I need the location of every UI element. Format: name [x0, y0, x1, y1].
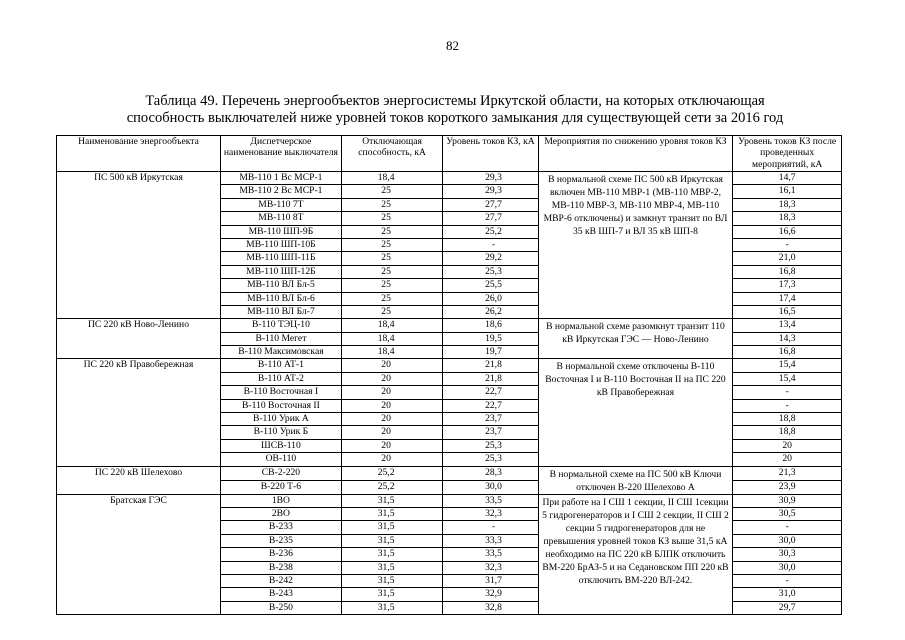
breaker-name: ОВ-110 — [220, 453, 341, 466]
breaker-name: МВ-110 7Т — [220, 198, 341, 211]
breaking-capacity: 25,2 — [341, 466, 442, 480]
kz-after: 16,5 — [733, 305, 842, 318]
breaking-capacity: 18,4 — [341, 172, 442, 185]
breaker-name: В-250 — [220, 601, 341, 614]
table-row — [57, 494, 842, 507]
kz-level: 28,3 — [443, 466, 538, 480]
breaking-capacity: 18,4 — [341, 346, 442, 359]
kz-level: 25,2 — [443, 225, 538, 238]
measure-text: В нормальной схеме ПС 500 кВ Иркутская включен МВ-110 МВР-1 (МВ-110 МВР-2, МВ-110 МВР-3, МВ-110 МВР-4, МВ-110 МВР-6 отключены) и замкнут транзит по ВЛ 35 кВ ШП-7 и ВЛ 35 кВ ШП-8 — [538, 172, 733, 319]
kz-after: 21,0 — [733, 252, 842, 265]
breaker-name: В-110 Мегет — [220, 332, 341, 345]
header-measures: Мероприятия по снижению уровня токов КЗ — [538, 136, 733, 172]
kz-level: 33,5 — [443, 548, 538, 561]
breaker-name: В-110 Восточная II — [220, 399, 341, 412]
kz-after: 18,3 — [733, 212, 842, 225]
kz-after: 20 — [733, 453, 842, 466]
kz-level: 21,8 — [443, 359, 538, 372]
energy-objects-table — [56, 135, 842, 615]
breaker-name: В-236 — [220, 548, 341, 561]
breaking-capacity: 25 — [341, 252, 442, 265]
kz-after: 18,8 — [733, 426, 842, 439]
breaker-name: В-243 — [220, 588, 341, 601]
kz-after: 16,8 — [733, 265, 842, 278]
kz-level: 21,8 — [443, 372, 538, 385]
table-body — [57, 172, 842, 615]
kz-after: 16,6 — [733, 225, 842, 238]
kz-level: 25,3 — [443, 265, 538, 278]
breaking-capacity: 20 — [341, 426, 442, 439]
kz-level: 22,7 — [443, 399, 538, 412]
header-row — [57, 136, 842, 172]
breaker-name: В-110 Восточная I — [220, 386, 341, 399]
kz-level: 19,7 — [443, 346, 538, 359]
breaking-capacity: 20 — [341, 453, 442, 466]
breaker-name: МВ-110 ШП-12Б — [220, 265, 341, 278]
breaker-name: В-110 Урик А — [220, 413, 341, 426]
kz-after: 31,0 — [733, 588, 842, 601]
breaking-capacity: 25 — [341, 238, 442, 251]
kz-after: - — [733, 574, 842, 587]
breaker-name: В-233 — [220, 521, 341, 534]
kz-level: 31,7 — [443, 574, 538, 587]
kz-after: 13,4 — [733, 319, 842, 332]
kz-after: 30,0 — [733, 561, 842, 574]
energy-object-name: ПС 220 кВ Ново-Ленино — [57, 319, 221, 359]
breaking-capacity: 18,4 — [341, 332, 442, 345]
breaker-name: МВ-110 ШП-10Б — [220, 238, 341, 251]
breaking-capacity: 31,5 — [341, 534, 442, 547]
breaker-name: 1ВО — [220, 494, 341, 507]
energy-object-name: ПС 500 кВ Иркутская — [57, 172, 221, 319]
breaking-capacity: 25 — [341, 198, 442, 211]
breaking-capacity: 25,2 — [341, 480, 442, 494]
energy-object-name: Братская ГЭС — [57, 494, 221, 615]
breaking-capacity: 31,5 — [341, 574, 442, 587]
breaking-capacity: 31,5 — [341, 561, 442, 574]
kz-level: - — [443, 521, 538, 534]
kz-after: 20 — [733, 439, 842, 452]
kz-after: 18,8 — [733, 413, 842, 426]
header-capacity: Отключающая способность, кА — [341, 136, 442, 172]
title-line-2: способность выключателей ниже уровней токов короткого замыкания для существующей сети за 2016 год — [126, 110, 784, 126]
breaker-name: МВ-110 ВЛ Бл-7 — [220, 305, 341, 318]
breaking-capacity: 25 — [341, 265, 442, 278]
kz-after: 30,0 — [733, 534, 842, 547]
breaker-name: МВ-110 ВЛ Бл-6 — [220, 292, 341, 305]
kz-level: 25,3 — [443, 439, 538, 452]
kz-after: 30,9 — [733, 494, 842, 507]
kz-after: 17,3 — [733, 279, 842, 292]
breaking-capacity: 25 — [341, 185, 442, 198]
header-kz-after: Уровень токов КЗ после проведенных мероприятий, кА — [733, 136, 842, 172]
breaker-name: В-238 — [220, 561, 341, 574]
header-kz-level: Уровень токов КЗ, кА — [443, 136, 538, 172]
kz-after: 30,5 — [733, 507, 842, 520]
breaker-name: В-235 — [220, 534, 341, 547]
breaking-capacity: 31,5 — [341, 494, 442, 507]
kz-level: 23,7 — [443, 413, 538, 426]
kz-level: 27,7 — [443, 198, 538, 211]
kz-level: 26,2 — [443, 305, 538, 318]
kz-after: 21,3 — [733, 466, 842, 480]
breaker-name: МВ-110 ШП-9Б — [220, 225, 341, 238]
kz-after: - — [733, 386, 842, 399]
kz-level: 33,5 — [443, 494, 538, 507]
header-object: Наименование энергообъекта — [57, 136, 221, 172]
kz-after: 16,1 — [733, 185, 842, 198]
kz-level: - — [443, 238, 538, 251]
breaking-capacity: 31,5 — [341, 601, 442, 614]
breaking-capacity: 25 — [341, 279, 442, 292]
breaking-capacity: 31,5 — [341, 507, 442, 520]
kz-level: 29,2 — [443, 252, 538, 265]
kz-after: 18,3 — [733, 198, 842, 211]
kz-level: 32,8 — [443, 601, 538, 614]
breaker-name: В-110 Урик Б — [220, 426, 341, 439]
kz-level: 22,7 — [443, 386, 538, 399]
header-dispatcher: Диспетчерское наименование выключателя — [220, 136, 341, 172]
measure-text: При работе на I СШ 1 секции, II СШ 1секции 5 гидрогенераторов и I СШ 2 секции, II СШ 2 секции 5 гидрогенераторов для не превышения уровней токов КЗ выше 31,5 кА необходимо на ПС 220 кВ БЛПК отключить ВМ-220 БрАЗ-5 и на Седановском ПП 220 кВ отключить ВМ-220 ВЛ-242. — [538, 494, 733, 615]
breaker-name: В-220 Т-6 — [220, 480, 341, 494]
breaker-name: В-110 ТЭЦ-10 — [220, 319, 341, 332]
breaking-capacity: 20 — [341, 399, 442, 412]
energy-object-name: ПС 220 кВ Шелехово — [57, 466, 221, 494]
breaker-name: 2ВО — [220, 507, 341, 520]
kz-after: 14,3 — [733, 332, 842, 345]
kz-level: 32,3 — [443, 507, 538, 520]
breaking-capacity: 20 — [341, 372, 442, 385]
kz-level: 18,6 — [443, 319, 538, 332]
breaker-name: МВ-110 ШП-11Б — [220, 252, 341, 265]
table-row — [57, 466, 842, 480]
energy-object-name: ПС 220 кВ Правобережная — [57, 359, 221, 466]
breaking-capacity: 31,5 — [341, 548, 442, 561]
kz-after: 15,4 — [733, 372, 842, 385]
kz-after: - — [733, 399, 842, 412]
kz-level: 29,3 — [443, 172, 538, 185]
breaker-name: В-242 — [220, 574, 341, 587]
breaker-name: В-110 АТ-1 — [220, 359, 341, 372]
breaker-name: МВ-110 ВЛ Бл-5 — [220, 279, 341, 292]
kz-level: 25,3 — [443, 453, 538, 466]
breaking-capacity: 25 — [341, 305, 442, 318]
breaking-capacity: 20 — [341, 359, 442, 372]
kz-level: 26,0 — [443, 292, 538, 305]
measure-text: В нормальной схеме на ПС 500 кВ Ключи отключен В-220 Шелехово А — [538, 466, 733, 494]
breaking-capacity: 31,5 — [341, 588, 442, 601]
kz-level: 32,9 — [443, 588, 538, 601]
breaking-capacity: 31,5 — [341, 521, 442, 534]
kz-level: 29,3 — [443, 185, 538, 198]
kz-after: 15,4 — [733, 359, 842, 372]
breaking-capacity: 20 — [341, 386, 442, 399]
breaking-capacity: 20 — [341, 413, 442, 426]
kz-level: 23,7 — [443, 426, 538, 439]
breaker-name: СВ-2-220 — [220, 466, 341, 480]
breaking-capacity: 20 — [341, 439, 442, 452]
kz-level: 27,7 — [443, 212, 538, 225]
breaking-capacity: 25 — [341, 292, 442, 305]
breaker-name: МВ-110 2 Вс МСР-1 — [220, 185, 341, 198]
breaker-name: МВ-110 8Т — [220, 212, 341, 225]
title-line-1: Таблица 49. Перечень энергообъектов энергосистемы Иркутской области, на которых отключающая — [145, 93, 765, 109]
kz-level: 30,0 — [443, 480, 538, 494]
kz-level: 19,5 — [443, 332, 538, 345]
table-title — [60, 93, 850, 127]
measure-text: В нормальной схеме отключены В-110 Восточная I и В-110 Восточная II на ПС 220 кВ Правобережная — [538, 359, 733, 466]
kz-level: 25,5 — [443, 279, 538, 292]
kz-level: 32,3 — [443, 561, 538, 574]
breaker-name: МВ-110 1 Вс МСР-1 — [220, 172, 341, 185]
kz-level: 33,3 — [443, 534, 538, 547]
table-row — [57, 319, 842, 332]
breaking-capacity: 18,4 — [341, 319, 442, 332]
table-row — [57, 359, 842, 372]
kz-after: 17,4 — [733, 292, 842, 305]
breaker-name: ШСВ-110 — [220, 439, 341, 452]
breaker-name: В-110 АТ-2 — [220, 372, 341, 385]
kz-after: 30,3 — [733, 548, 842, 561]
breaking-capacity: 25 — [341, 225, 442, 238]
kz-after: 23,9 — [733, 480, 842, 494]
kz-after: 16,8 — [733, 346, 842, 359]
page-number: 82 — [446, 38, 459, 53]
breaker-name: В-110 Максимовская — [220, 346, 341, 359]
kz-after: 14,7 — [733, 172, 842, 185]
kz-after: 29,7 — [733, 601, 842, 614]
kz-after: - — [733, 238, 842, 251]
table-row — [57, 172, 842, 185]
measure-text: В нормальной схеме разомкнут транзит 110 кВ Иркутская ГЭС — Ново-Ленино — [538, 319, 733, 359]
breaking-capacity: 25 — [341, 212, 442, 225]
kz-after: - — [733, 521, 842, 534]
